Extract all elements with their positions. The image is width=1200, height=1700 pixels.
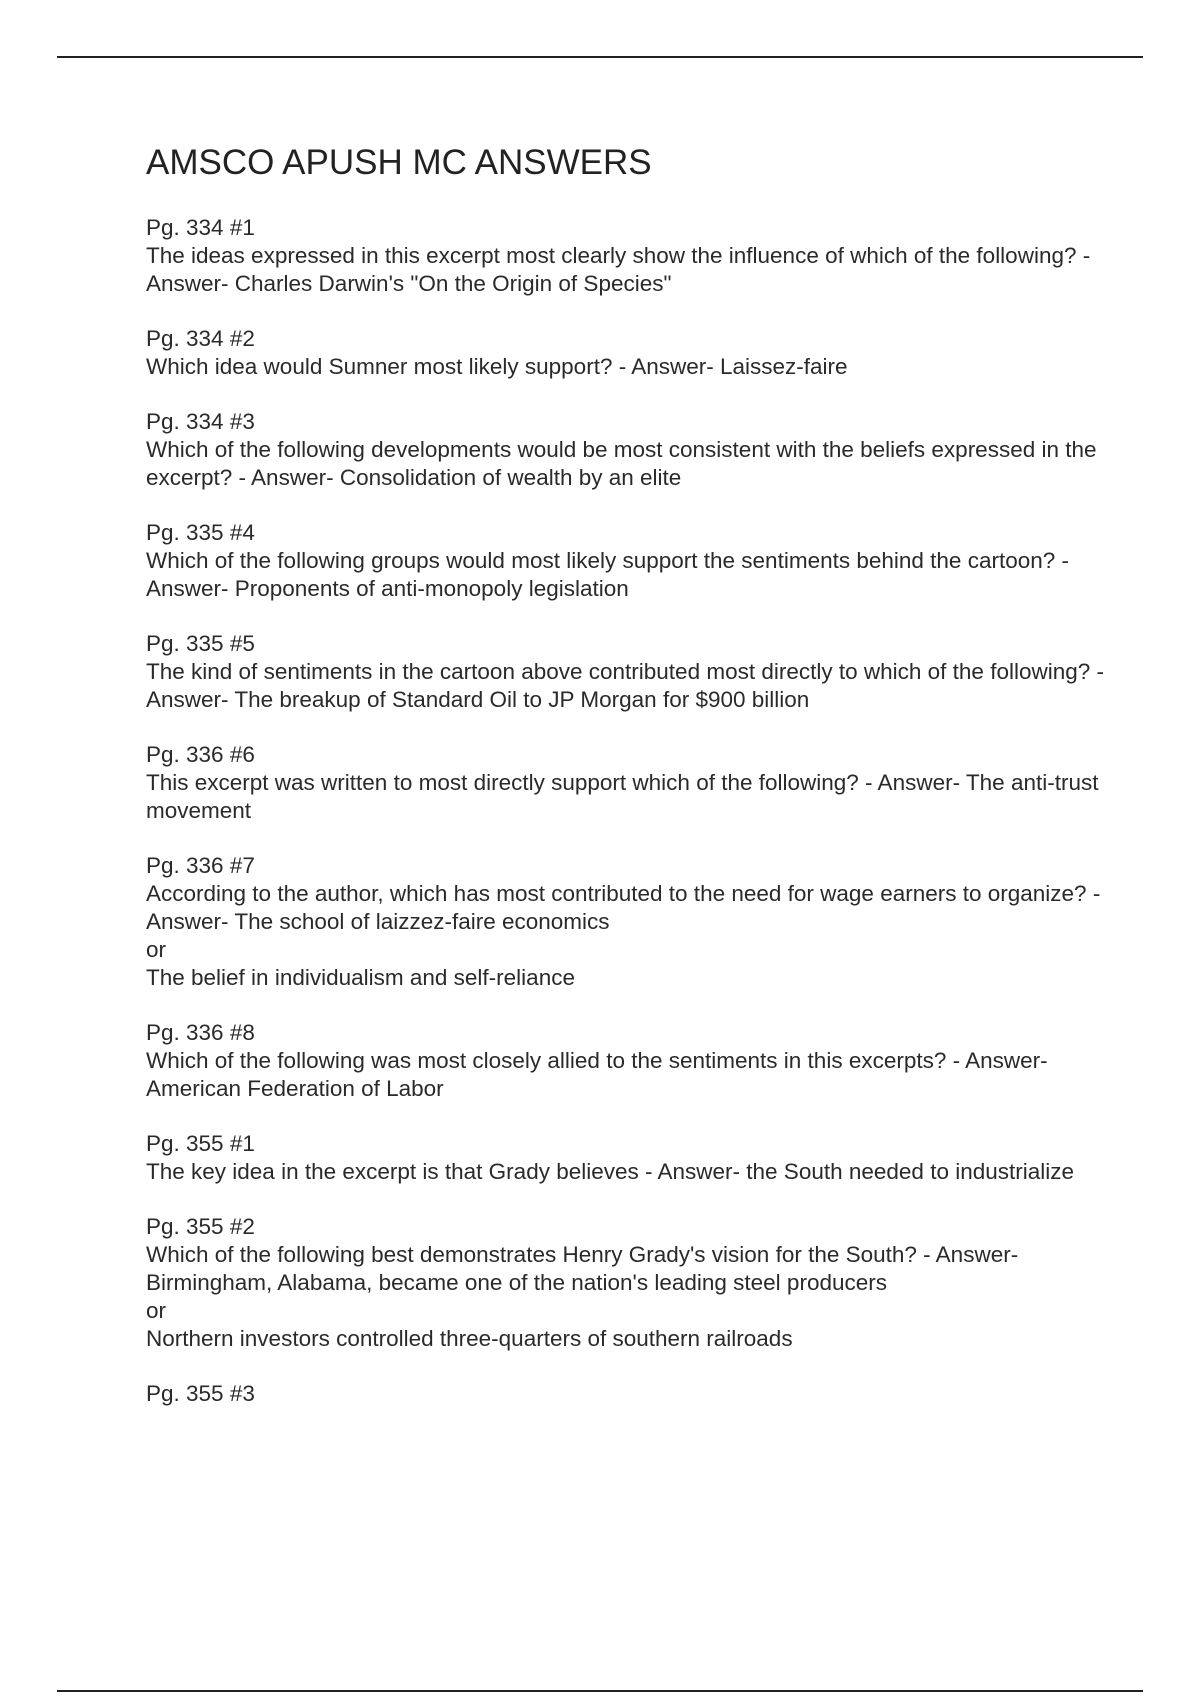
bottom-divider: [57, 1690, 1143, 1692]
qa-text: Which of the following was most closely allied to the sentiments in this excerpts? - Answer- American Federation of Labor: [146, 1048, 1048, 1101]
qa-entry: [146, 630, 1106, 714]
qa-entry: [146, 1019, 1106, 1103]
qa-text: According to the author, which has most contributed to the need for wage earners to organize? - Answer- The school of laizzez-faire economics: [146, 881, 1101, 934]
page-reference: Pg. 336 #6: [146, 742, 255, 767]
qa-text: Which of the following groups would most likely support the sentiments behind the cartoon? - Answer- Proponents of anti-monopoly legislation: [146, 548, 1069, 601]
top-divider: [57, 56, 1143, 58]
qa-text: The kind of sentiments in the cartoon above contributed most directly to which of the following? - Answer- The breakup of Standard Oil to JP Morgan for $900 billion: [146, 659, 1105, 712]
qa-text: The ideas expressed in this excerpt most clearly show the influence of which of the following? - Answer- Charles Darwin's "On the Origin of Species": [146, 243, 1091, 296]
page-reference: Pg. 355 #3: [146, 1381, 255, 1406]
page-reference: Pg. 355 #1: [146, 1131, 255, 1156]
qa-text: Which of the following best demonstrates Henry Grady's vision for the South? - Answer- Birmingham, Alabama, became one of the nation's leading steel producers: [146, 1242, 1019, 1295]
qa-entry: [146, 408, 1106, 492]
page-reference: Pg. 334 #2: [146, 326, 255, 351]
document-title: AMSCO APUSH MC ANSWERS: [146, 143, 652, 182]
qa-text: Which idea would Sumner most likely support? - Answer- Laissez-faire: [146, 354, 848, 379]
qa-text: or: [146, 1298, 167, 1323]
page-reference: Pg. 355 #2: [146, 1214, 255, 1239]
qa-text: or: [146, 937, 167, 962]
document-body: [146, 142, 1106, 1435]
qa-text: Which of the following developments would be most consistent with the beliefs expressed in the excerpt? - Answer- Consolidation of wealth by an elite: [146, 437, 1097, 490]
qa-text: This excerpt was written to most directly support which of the following? - Answer- The anti-trust movement: [146, 770, 1099, 823]
qa-entry: [146, 519, 1106, 603]
qa-entry: [146, 1380, 1106, 1408]
qa-entry: [146, 741, 1106, 825]
page-reference: Pg. 334 #3: [146, 409, 255, 434]
page-reference: Pg. 335 #4: [146, 520, 255, 545]
qa-text: Northern investors controlled three-quarters of southern railroads: [146, 1326, 793, 1351]
qa-entry: [146, 1213, 1106, 1353]
page-reference: Pg. 336 #7: [146, 853, 255, 878]
page-reference: Pg. 334 #1: [146, 215, 255, 240]
qa-entry: [146, 1130, 1106, 1186]
qa-entry: [146, 214, 1106, 298]
qa-list: [146, 214, 1106, 1408]
page-reference: Pg. 335 #5: [146, 631, 255, 656]
qa-text: The belief in individualism and self-reliance: [146, 965, 575, 990]
qa-entry: [146, 325, 1106, 381]
qa-entry: [146, 852, 1106, 992]
qa-text: The key idea in the excerpt is that Grady believes - Answer- the South needed to industrialize: [146, 1159, 1075, 1184]
page-reference: Pg. 336 #8: [146, 1020, 255, 1045]
